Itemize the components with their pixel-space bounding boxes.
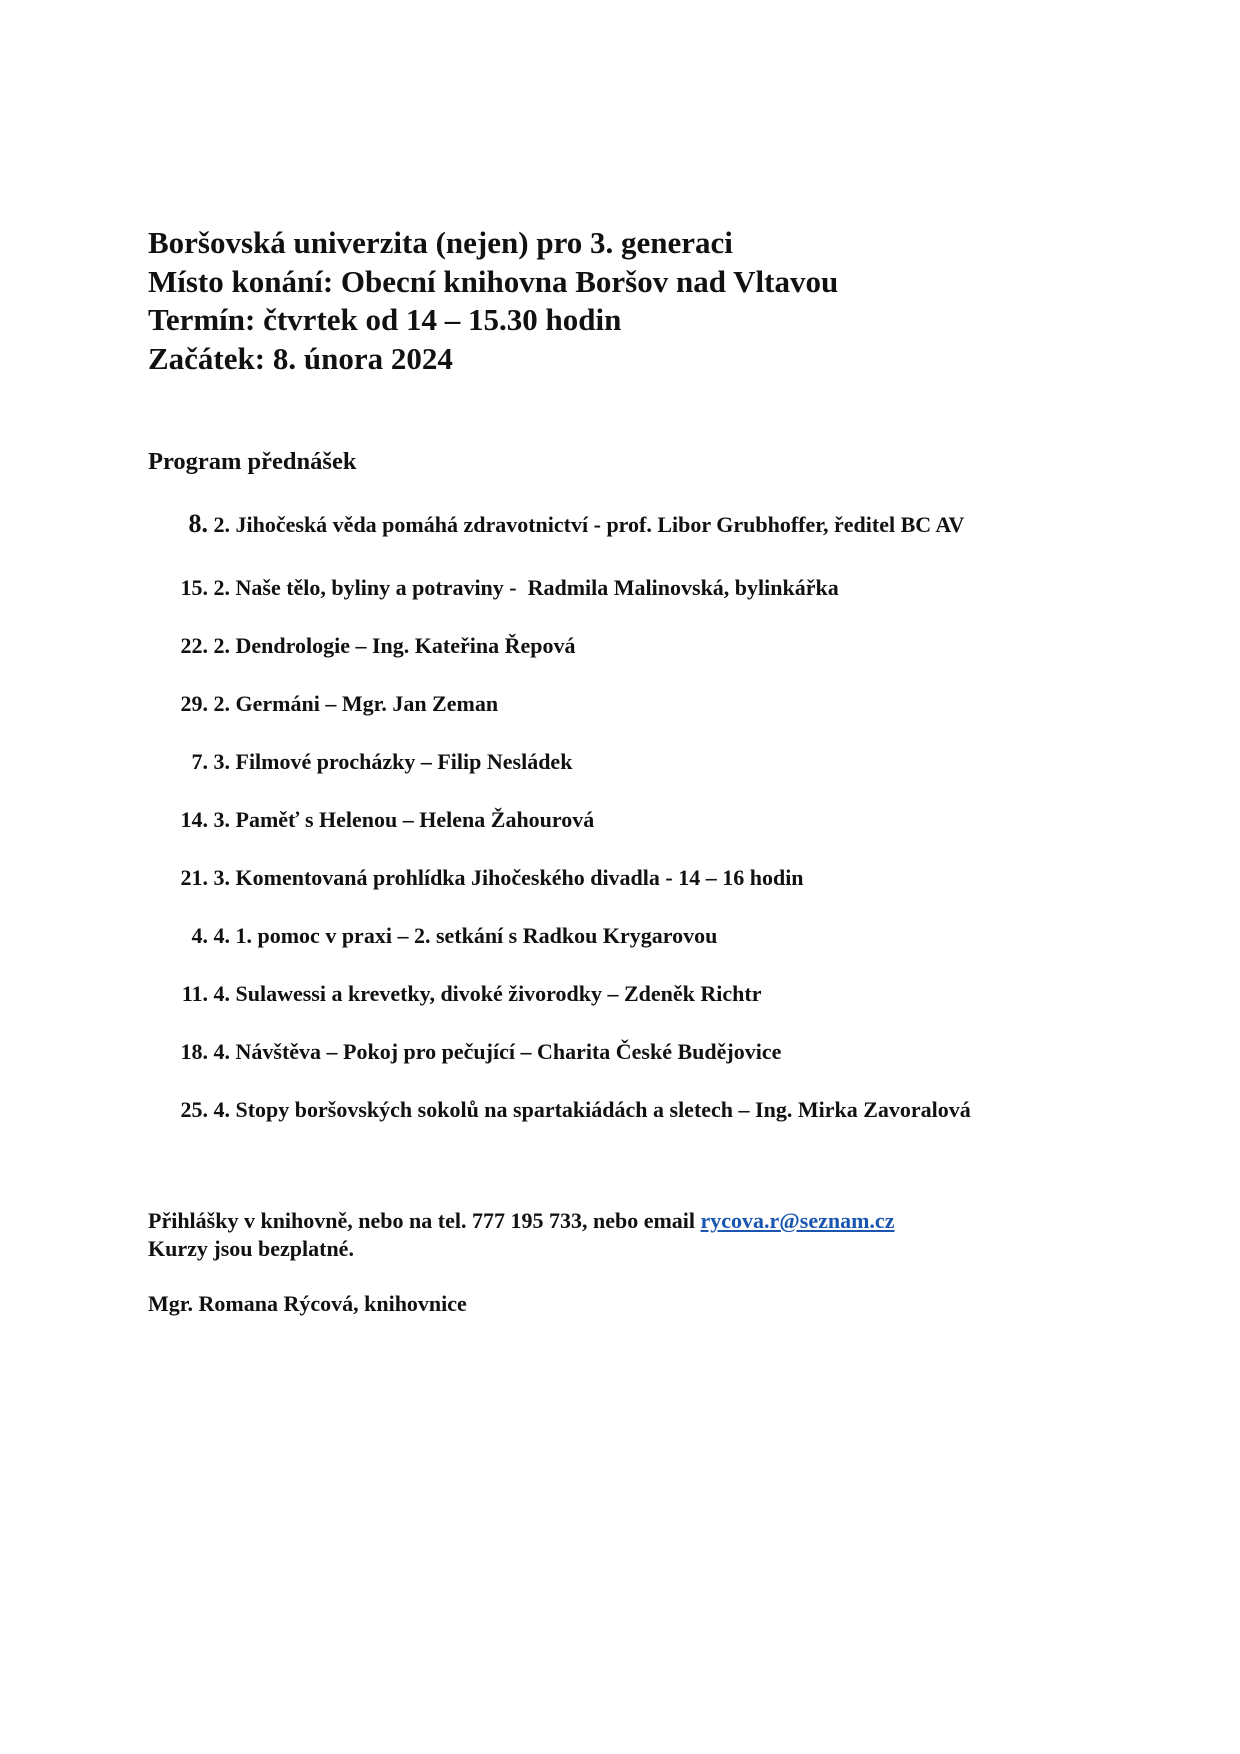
lecture-topic: 4. Stopy boršovských sokolů na spartakiádách a sletech – Ing. Mirka Zavoralová <box>208 1097 971 1122</box>
lecture-date: 29. <box>180 691 208 716</box>
lecture-item <box>148 1096 971 1124</box>
registration-info <box>148 1207 894 1263</box>
lecture-date: 21. <box>180 865 208 890</box>
heading-schedule: Termín: čtvrtek od 14 – 15.30 hodin <box>148 302 622 337</box>
lecture-date: 4. <box>191 923 208 948</box>
lecture-topic: 3. Paměť s Helenou – Helena Žahourová <box>208 807 595 832</box>
signature: Mgr. Romana Rýcová, knihovnice <box>148 1291 467 1316</box>
lecture-item <box>148 690 498 718</box>
lecture-item <box>148 1038 781 1066</box>
lecture-item <box>148 632 575 660</box>
lecture-item <box>148 510 964 539</box>
lecture-item <box>148 980 762 1008</box>
program-title: Program přednášek <box>148 448 357 475</box>
lecture-date: 22. <box>180 633 208 658</box>
free-courses-note: Kurzy jsou bezplatné. <box>148 1236 354 1261</box>
lecture-topic: 3. Filmové procházky – Filip Nesládek <box>208 749 573 774</box>
lecture-date: 7. <box>191 749 208 774</box>
lecture-topic: 4. Návštěva – Pokoj pro pečující – Charita České Budějovice <box>208 1039 782 1064</box>
registration-text: Přihlášky v knihovně, nebo na tel. 777 195 733, nebo email <box>148 1208 701 1233</box>
lecture-item <box>148 922 717 950</box>
lecture-item <box>148 748 572 776</box>
lecture-date: 11. <box>181 981 208 1006</box>
lecture-item <box>148 806 594 834</box>
lecture-date: 18. <box>180 1039 208 1064</box>
lecture-date: 15. <box>180 575 208 600</box>
document-heading <box>148 224 838 378</box>
lecture-date: 14. <box>180 807 208 832</box>
lecture-topic: 2. Dendrologie – Ing. Kateřina Řepová <box>208 633 576 658</box>
lecture-topic: 4. 1. pomoc v praxi – 2. setkání s Radkou Krygarovou <box>208 923 718 948</box>
email-link[interactable]: rycova.r@seznam.cz <box>700 1208 895 1233</box>
heading-venue: Místo konání: Obecní knihovna Boršov nad Vltavou <box>148 263 839 299</box>
registration-line <box>148 1207 894 1235</box>
lecture-item <box>148 574 839 602</box>
lecture-topic: 2. Jihočeská věda pomáhá zdravotnictví - prof. Libor Grubhoffer, ředitel BC AV <box>208 512 965 537</box>
lecture-topic: 2. Germáni – Mgr. Jan Zeman <box>208 691 499 716</box>
lecture-item <box>148 864 804 892</box>
lecture-topic: 3. Komentovaná prohlídka Jihočeského divadla - 14 – 16 hodin <box>208 865 804 890</box>
lecture-topic: 4. Sulawessi a krevetky, divoké živorodky – Zdeněk Richtr <box>208 981 762 1006</box>
heading-title: Boršovská univerzita (nejen) pro 3. generaci <box>148 225 733 260</box>
heading-start-date: Začátek: 8. února 2024 <box>148 340 453 376</box>
lecture-date: 25. <box>180 1097 208 1122</box>
lecture-topic: 2. Naše tělo, byliny a potraviny - Radmila Malinovská, bylinkářka <box>208 575 839 600</box>
lecture-date: 8. <box>188 509 208 538</box>
